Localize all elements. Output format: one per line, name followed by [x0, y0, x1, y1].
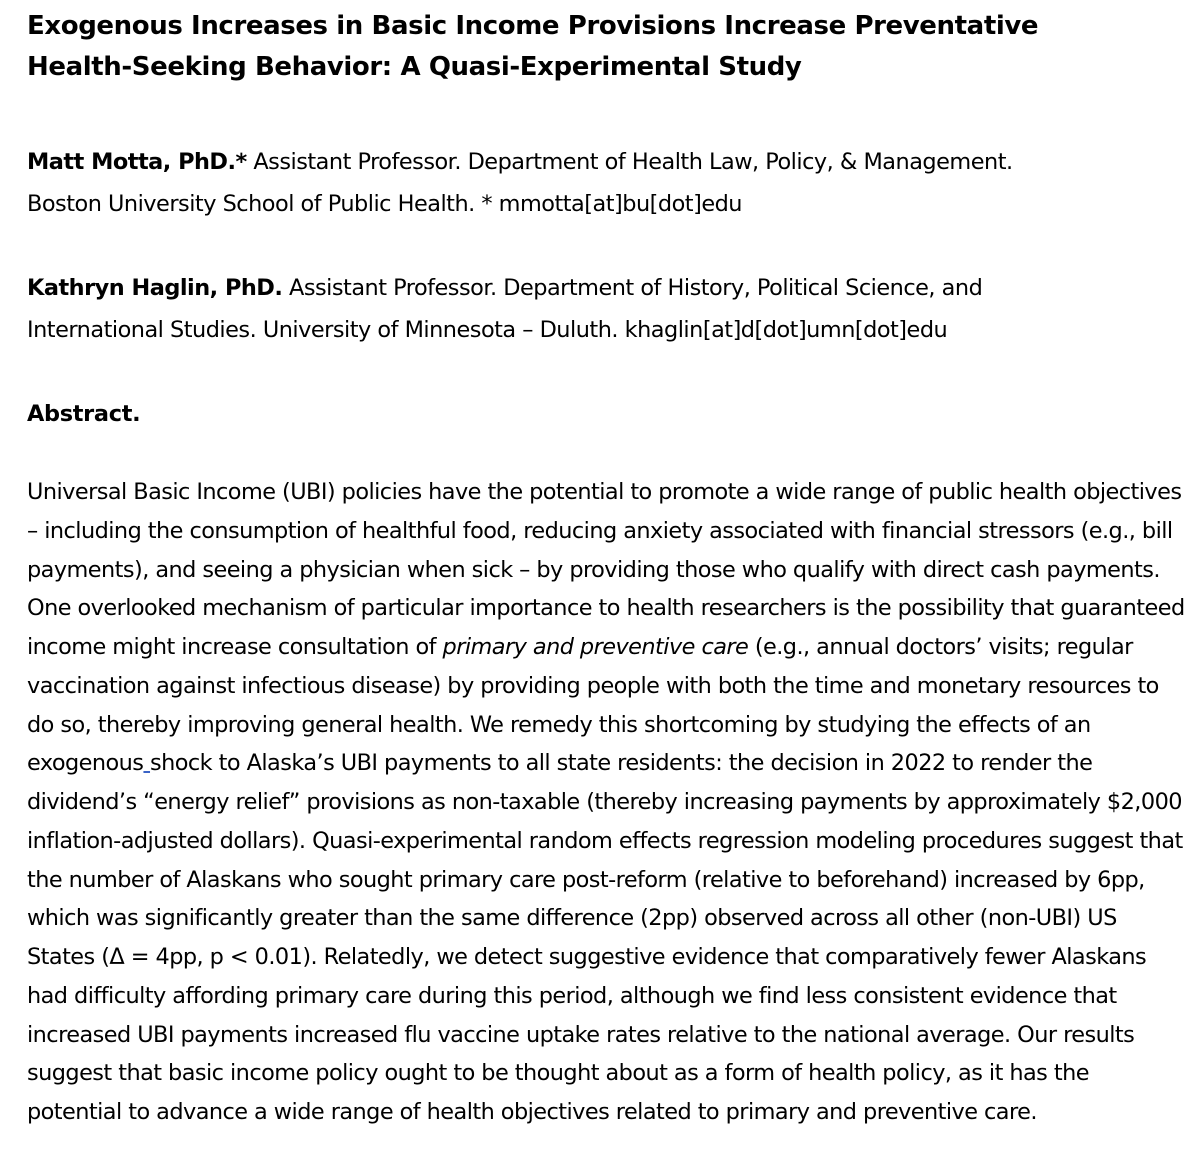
- abstract-text-part-1: Universal Basic Income (UBI) policies have the potential to promote a wide range of public health objectives – including the consumption of healthful food, reducing anxiety associated with financial stressors (e.g., bill payments), and seeing a physician when sick – by providing those who qualify with direct cash payments. One overlooked mechanism of particular importance to health researchers is the possibility that guaranteed income might increase consultation of: [27, 479, 1185, 660]
- author-name: Kathryn Haglin, PhD.: [27, 275, 283, 301]
- author-block-motta: [27, 141, 1187, 225]
- author-affiliation-line-2: Boston University School of Public Health. * mmotta[at]bu[dot]edu: [27, 191, 742, 217]
- abstract-italic-phrase: primary and preventive care: [442, 634, 749, 660]
- author-affiliation-line-1: Assistant Professor. Department of Health Law, Policy, & Management.: [246, 149, 1013, 175]
- abstract-heading: Abstract.: [27, 401, 141, 427]
- author-affiliation-line-2: International Studies. University of Minnesota – Duluth. khaglin[at]d[dot]umn[dot]edu: [27, 317, 948, 343]
- author-name: Matt Motta, PhD.*: [27, 149, 247, 175]
- author-block-haglin: [27, 267, 1187, 351]
- title-line-2: Health-Seeking Behavior: A Quasi-Experimental Study: [27, 52, 802, 82]
- paper-title: [27, 6, 1187, 88]
- title-line-1: Exogenous Increases in Basic Income Provisions Increase Preventative: [27, 11, 1039, 41]
- author-affiliation-line-1: Assistant Professor. Department of History, Political Science, and: [282, 275, 983, 301]
- abstract-text-part-3: shock to Alaska’s UBI payments to all state residents: the decision in 2022 to render the dividend’s “energy relief” provisions as non-taxable (thereby increasing payments by approximately $2,000 inflation-adjusted dollars). Quasi-experimental random effects regression modeling procedures suggest that the number of Alaskans who sought primary care post-reform (relative to beforehand) increased by 6pp, which was significantly greater than the same difference (2pp) observed across all other (non-UBI) US States (Δ = 4pp, p < 0.01). Relatedly, we detect suggestive evidence that comparatively fewer Alaskans had difficulty affording primary care during this period, although we find less consistent evidence that increased UBI payments increased flu vaccine uptake rates relative to the national average. Our results suggest that basic income policy ought to be thought about as a form of health policy, as it has the potential to advance a wide range of health objectives related to primary and preventive care.: [27, 750, 1183, 1125]
- paper-page: [27, 6, 1187, 1132]
- abstract-text-part-2: (e.g., annual doctors’ visits; regular vaccination against infectious disease) by providing people with both the time and monetary resources to do so, thereby improving general health. We remedy this shortcoming by studying the effects of an exogenous: [27, 634, 1159, 777]
- abstract-body: [27, 473, 1187, 1132]
